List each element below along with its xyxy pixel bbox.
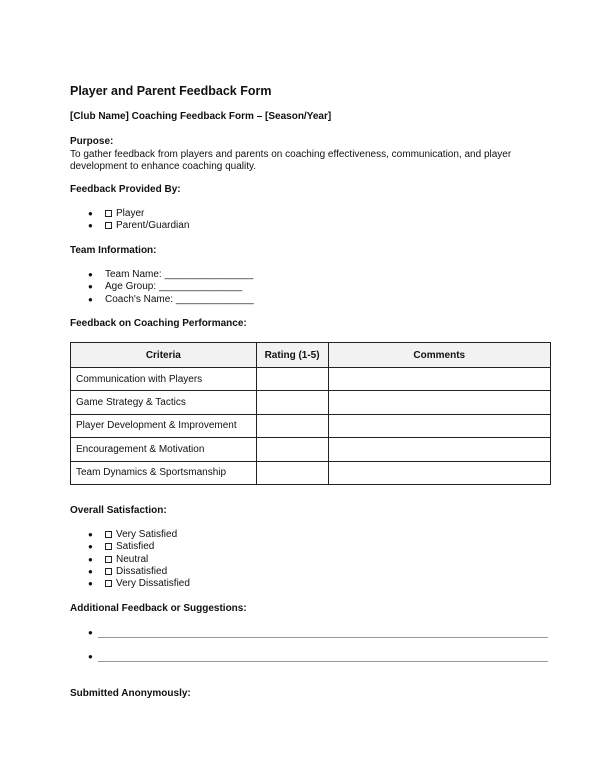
criteria-cell: Team Dynamics & Sportsmanship <box>71 461 257 484</box>
bullet-icon: ● <box>88 221 93 231</box>
bullet-icon: ● <box>88 270 93 279</box>
column-header-comments: Comments <box>328 343 550 368</box>
coaching-table <box>70 342 551 485</box>
bullet-icon: ● <box>88 554 93 564</box>
satisfaction-list <box>88 529 190 590</box>
comments-cell[interactable] <box>328 438 550 461</box>
checkbox-icon[interactable] <box>105 568 112 575</box>
form-subtitle: [Club Name] Coaching Feedback Form – [Season/Year] <box>70 111 332 122</box>
option-label: Satisfied <box>116 541 155 553</box>
rating-cell[interactable] <box>256 368 328 391</box>
anonymous-heading: Submitted Anonymously: <box>70 688 191 699</box>
bullet-icon: ● <box>88 566 93 576</box>
option-label: Neutral <box>116 553 149 565</box>
bullet-icon: ● <box>88 294 93 304</box>
rating-cell[interactable] <box>256 414 328 437</box>
team-info-list <box>88 269 254 306</box>
team-name-field[interactable] <box>88 269 254 281</box>
bullet-icon: ● <box>88 628 93 637</box>
rating-cell[interactable] <box>256 438 328 461</box>
table-row <box>71 368 551 391</box>
comments-cell[interactable] <box>328 461 550 484</box>
checkbox-icon[interactable] <box>105 222 112 229</box>
satisfaction-option-very-satisfied[interactable] <box>88 529 190 541</box>
write-in-line[interactable] <box>98 637 548 638</box>
field-label: Team Name: ________________ <box>105 269 254 280</box>
satisfaction-option-satisfied[interactable] <box>88 541 190 553</box>
purpose-text: To gather feedback from players and parents on coaching effectiveness, communication, and player development to enhance coaching quality. <box>70 149 512 172</box>
criteria-cell: Encouragement & Motivation <box>71 438 257 461</box>
option-label: Very Dissatisfied <box>116 578 190 590</box>
feedback-line-1[interactable] <box>88 628 548 640</box>
bullet-icon: ● <box>88 542 93 552</box>
criteria-cell: Game Strategy & Tactics <box>71 391 257 414</box>
checkbox-icon[interactable] <box>105 210 112 217</box>
table-row <box>71 414 551 437</box>
option-label: Dissatisfied <box>116 565 168 577</box>
checkbox-icon[interactable] <box>105 531 112 538</box>
bullet-icon: ● <box>88 282 93 292</box>
satisfaction-option-neutral[interactable] <box>88 554 190 566</box>
column-header-criteria: Criteria <box>71 343 257 368</box>
satisfaction-option-very-dissatisfied[interactable] <box>88 578 190 590</box>
coaching-heading: Feedback on Coaching Performance: <box>70 318 247 329</box>
bullet-icon: ● <box>88 530 93 539</box>
table-row <box>71 391 551 414</box>
option-label: Very Satisfied <box>116 529 178 540</box>
comments-cell[interactable] <box>328 414 550 437</box>
criteria-cell: Communication with Players <box>71 368 257 391</box>
checkbox-icon[interactable] <box>105 580 112 587</box>
table-row <box>71 461 551 484</box>
option-label: Parent/Guardian <box>116 220 190 232</box>
feedback-by-heading: Feedback Provided By: <box>70 184 181 195</box>
field-label: Coach's Name: ______________ <box>105 293 254 305</box>
write-in-line[interactable] <box>98 661 548 662</box>
comments-cell[interactable] <box>328 368 550 391</box>
additional-feedback-heading: Additional Feedback or Suggestions: <box>70 603 247 614</box>
checkbox-icon[interactable] <box>105 543 112 550</box>
coach-name-field[interactable] <box>88 294 254 306</box>
age-group-field[interactable] <box>88 281 254 293</box>
column-header-rating: Rating (1-5) <box>256 343 328 368</box>
satisfaction-heading: Overall Satisfaction: <box>70 505 167 516</box>
feedback-by-option-player[interactable] <box>88 208 189 220</box>
criteria-cell: Player Development & Improvement <box>71 414 257 437</box>
bullet-icon: ● <box>88 579 93 589</box>
team-info-heading: Team Information: <box>70 245 157 256</box>
rating-cell[interactable] <box>256 391 328 414</box>
feedback-by-option-parent[interactable] <box>88 220 189 232</box>
rating-cell[interactable] <box>256 461 328 484</box>
comments-cell[interactable] <box>328 391 550 414</box>
option-label: Player <box>116 208 145 219</box>
bullet-icon: ● <box>88 209 93 218</box>
satisfaction-option-dissatisfied[interactable] <box>88 566 190 578</box>
feedback-by-list <box>88 208 189 233</box>
page-title: Player and Parent Feedback Form <box>70 84 272 98</box>
table-header-row <box>71 343 551 368</box>
table-row <box>71 438 551 461</box>
checkbox-icon[interactable] <box>105 556 112 563</box>
feedback-line-2[interactable] <box>88 652 548 664</box>
purpose-heading: Purpose: <box>70 136 114 147</box>
field-label: Age Group: _______________ <box>105 281 243 293</box>
bullet-icon: ● <box>88 652 93 661</box>
